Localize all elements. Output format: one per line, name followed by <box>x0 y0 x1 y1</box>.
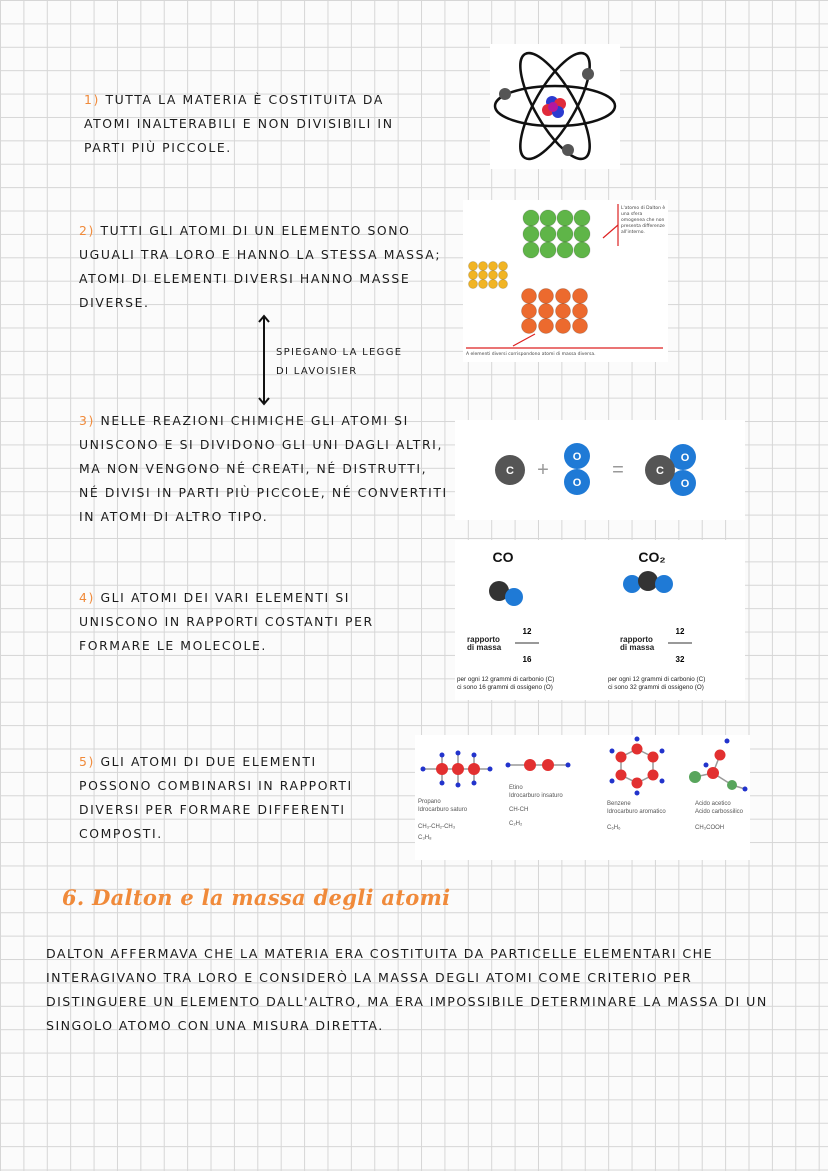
orange-atom <box>573 319 588 334</box>
orange-atom <box>522 304 537 319</box>
green-atom <box>557 226 573 242</box>
green-atom <box>523 226 539 242</box>
yellow-atom <box>489 280 498 289</box>
yellow-atom <box>479 262 488 271</box>
propane-type: Idrocarburo saturo <box>418 807 468 813</box>
orange-atom <box>522 289 537 304</box>
carbon-label: C <box>506 465 514 477</box>
benzene-formula: C₆H₆ <box>607 825 621 831</box>
body-paragraph: DALTON AFFERMAVA CHE LA MATERIA ERA COSTITUITA DA PARTICELLE ELEMENTARI CHE INTERAGIVANO TRA LORO E CONSIDERÒ LA MASSA DEGLI ATOMI COME CRITERIO PER DISTINGUERE UN ELEMENTO DALL'ALTRO, MA ERA IMPOSSIBILE DETERMINARE LA MASSA DI UN SINGOLO ATOMO CON UNA MISURA DIRETTA. <box>46 946 768 1033</box>
green-atom <box>523 210 539 226</box>
ratio-label: rapporto <box>467 635 500 644</box>
co2-note: ci sono 32 grammi di ossigeno (O) <box>608 684 704 691</box>
point-number: 5) <box>79 754 95 769</box>
yellow-atom <box>489 262 498 271</box>
ethyne-type: Idrocarburo insaturo <box>509 793 563 799</box>
lavoisier-note: SPIEGANO LA LEGGE DI LAVOISIER <box>276 347 403 377</box>
mass-ratio-figure <box>455 540 745 700</box>
propane-formula: CH₃-CH₂-CH₃ <box>418 824 456 830</box>
benzene-name: Benzene <box>607 801 631 807</box>
co-note: ci sono 16 grammi di ossigeno (O) <box>457 684 553 691</box>
orange-atom <box>556 304 571 319</box>
orange-atom <box>539 289 554 304</box>
point-5 <box>79 750 389 846</box>
equals-sign: = <box>612 459 624 481</box>
ethyne-formula: CH-CH <box>509 807 529 813</box>
oxygen-label: O <box>572 477 582 489</box>
acetic-acid-type: Acido carbossilico <box>695 809 744 815</box>
plus-sign: + <box>537 459 549 481</box>
yellow-atom <box>479 271 488 280</box>
green-atom <box>574 242 590 258</box>
point-4 <box>79 586 409 658</box>
point-number: 2) <box>79 223 95 238</box>
co2-denominator: 32 <box>675 655 685 664</box>
orange-atom <box>539 319 554 334</box>
caption-arrow <box>513 334 535 346</box>
ethyne-formula: C₂H₂ <box>509 821 523 827</box>
carbon-label: C <box>656 465 664 477</box>
co-numerator: 12 <box>522 627 532 636</box>
ethyne-name: Etino <box>509 785 523 791</box>
orange-atom <box>522 319 537 334</box>
yellow-atom <box>499 280 508 289</box>
orange-atom <box>573 304 588 319</box>
yellow-atom <box>499 262 508 271</box>
point-3 <box>79 409 449 529</box>
acetic-acid-name: Acido acetico <box>695 801 731 807</box>
co2-numerator: 12 <box>675 627 685 636</box>
yellow-atom <box>469 280 478 289</box>
benzene-type: Idrocarburo aromatico <box>607 809 666 815</box>
point-text: TUTTA LA MATERIA È COSTITUITA DA ATOMI INALTERABILI E NON DIVISIBILI IN PARTI PIÙ PICCOLE. <box>84 92 394 155</box>
section-title: 6. Dalton e la massa degli atomi <box>62 885 451 910</box>
side-note: L'atomo di Dalton è una sfera omogenea che non presenta differenze all'interno. <box>621 206 666 235</box>
ratio-label: di massa <box>620 643 655 652</box>
oxygen-label: O <box>680 452 690 464</box>
reaction-figure <box>455 420 745 520</box>
orange-atom <box>573 289 588 304</box>
propane-name: Propano <box>418 799 441 805</box>
callout-arrow <box>603 225 618 238</box>
atom-model-figure <box>490 44 620 169</box>
yellow-atom <box>499 271 508 280</box>
yellow-atom <box>489 271 498 280</box>
co-note: per ogni 12 grammi di carbonio (C) <box>457 676 555 683</box>
orange-atom <box>539 304 554 319</box>
co2-label: CO₂ <box>638 549 666 565</box>
green-atom <box>574 226 590 242</box>
point-1 <box>84 88 434 160</box>
co-denominator: 16 <box>522 655 532 664</box>
point-text: TUTTI GLI ATOMI DI UN ELEMENTO SONO UGUALI TRA LORO E HANNO LA STESSA MASSA; ATOMI DI ELEMENTI DIVERSI HANNO MASSE DIVERSE. <box>79 223 442 310</box>
green-atom <box>540 226 556 242</box>
point-text: GLI ATOMI DI DUE ELEMENTI POSSONO COMBINARSI IN RAPPORTI DIVERSI PER FORMARE DIFFERENTI COMPOSTI. <box>79 754 353 841</box>
figure-caption: A elementi diversi corrispondono atomi di massa diversa. <box>466 352 596 357</box>
ratio-label: di massa <box>467 643 502 652</box>
co-label: CO <box>492 549 514 565</box>
green-atom <box>557 210 573 226</box>
propane-formula: C₃H₈ <box>418 835 432 841</box>
oxygen-label: O <box>572 451 582 463</box>
oxygen-label: O <box>680 478 690 490</box>
green-atom <box>557 242 573 258</box>
point-2 <box>79 219 444 315</box>
point-text: GLI ATOMI DEI VARI ELEMENTI SI UNISCONO IN RAPPORTI COSTANTI PER FORMARE LE MOLECOLE. <box>79 590 374 653</box>
green-atom <box>574 210 590 226</box>
green-atom <box>523 242 539 258</box>
orange-atom <box>556 319 571 334</box>
yellow-atom <box>469 271 478 280</box>
orange-atom <box>556 289 571 304</box>
yellow-atom <box>469 262 478 271</box>
point-number: 1) <box>84 92 100 107</box>
co2-note: per ogni 12 grammi di carbonio (C) <box>608 676 706 683</box>
benzene-molecule <box>610 737 665 796</box>
point-number: 4) <box>79 590 95 605</box>
point-number: 3) <box>79 413 95 428</box>
yellow-atom <box>479 280 488 289</box>
acetic-acid-formula: CH₃COOH <box>695 825 725 831</box>
point-text: NELLE REAZIONI CHIMICHE GLI ATOMI SI UNISCONO E SI DIVIDONO GLI UNI DAGLI ALTRI, MA NON VENGONO NÉ CREATI, NÉ DISTRUTTI, NÉ DIVISI IN PARTI PIÙ PICCOLE, NÉ CONVERTITI IN ATOMI DI ALTRO TIPO. <box>79 413 448 524</box>
green-atom <box>540 242 556 258</box>
green-atom <box>540 210 556 226</box>
compounds-figure <box>415 735 750 860</box>
double-arrow-icon <box>256 313 272 407</box>
element-atoms-figure <box>463 200 668 362</box>
ratio-label: rapporto <box>620 635 653 644</box>
